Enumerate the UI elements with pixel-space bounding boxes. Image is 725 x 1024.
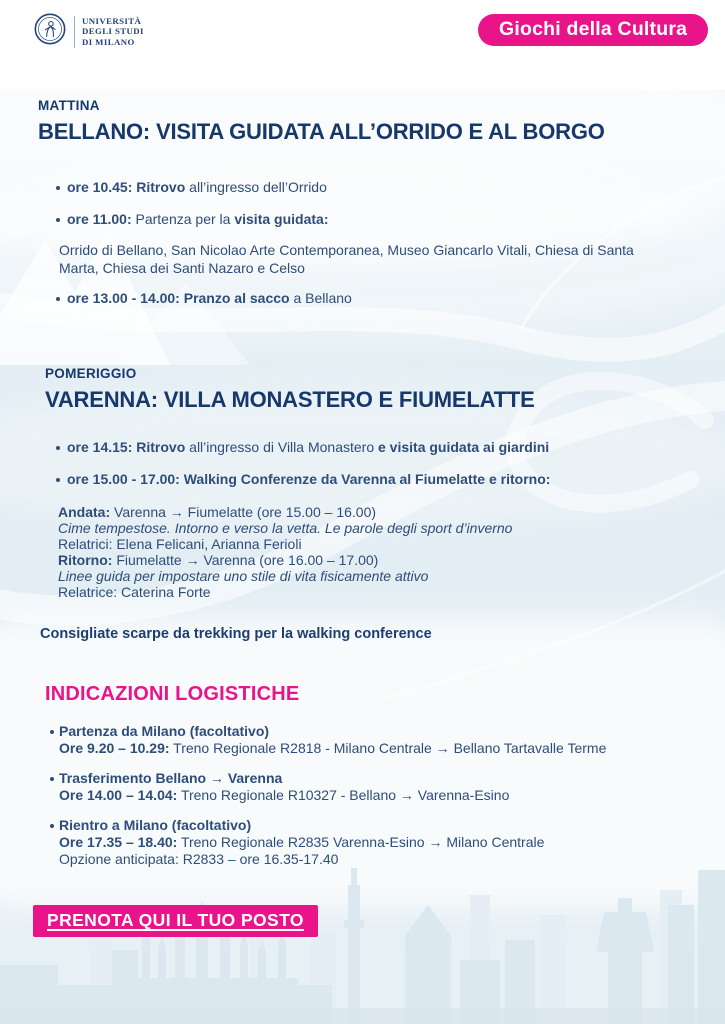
walk-detail-andata [58, 504, 697, 520]
text-segment: Andata: [58, 504, 111, 520]
text-segment: e visita guidata ai giardini [378, 439, 550, 455]
walk-detail-talk-title [58, 520, 697, 536]
text-segment: Fiumelatte → Varenna (ore 16.00 – 17.00) [112, 552, 379, 568]
logistics-item-heading [59, 723, 697, 740]
university-seal-icon [33, 12, 67, 51]
text-segment: ore 11.00: [67, 211, 132, 227]
morning-venues-list: Orrido di Bellano, San Nicolao Arte Contemporanea, Museo Giancarlo Vitali, Chiesa di Santa Marta, Chiesa dei Santi Nazaro e Celso [59, 242, 634, 276]
text-segment: Cime tempestose. Intorno e verso la vetta. Le parole degli sport d’inverno [58, 520, 513, 536]
morning-bullet-list [56, 179, 697, 228]
text-segment: ore 15.00 - 17.00: Walking Conferenze da Varenna al Fiumelatte e ritorno: [67, 471, 551, 487]
university-name-line: UNIVERSITÀ [82, 15, 142, 26]
text-segment: ore 10.45: Ritrovo [67, 179, 186, 195]
event-badge: Giochi della Cultura [478, 14, 708, 46]
text-segment: visita guidata: [234, 211, 329, 227]
text-segment: Linee guida per impostare uno stile di vita fisicamente attivo [58, 568, 429, 584]
text-segment: Treno Regionale R2818 - Milano Centrale → Bellano Tartavalle Terme [169, 740, 607, 756]
afternoon-title: VARENNA: VILLA MONASTERO E FIUMELATTE [45, 387, 535, 412]
logistics-item-option [59, 851, 697, 868]
logistics-item-detail [59, 834, 697, 851]
afternoon-bullet-list [56, 439, 697, 488]
logistics-item-trasferimento [50, 770, 697, 804]
university-name [82, 16, 144, 48]
text-segment: Treno Regionale R2835 Varenna-Esino → Milano Centrale [177, 834, 545, 850]
text-segment: Trasferimento Bellano → Varenna [59, 770, 283, 786]
afternoon-bullet-walking [56, 471, 697, 488]
logistics-item-heading [59, 770, 697, 787]
university-name-line: DI MILANO [82, 36, 135, 47]
university-name-line: DEGLI STUDI [82, 26, 144, 37]
text-segment: ore 14.15: Ritrovo [67, 439, 186, 455]
walk-detail-speaker-2 [58, 584, 697, 600]
logistics-item-detail [59, 740, 697, 757]
text-segment: Relatrici: Elena Felicani, Arianna Ferioli [58, 536, 302, 552]
afternoon-bullet-ritrovo [56, 439, 697, 456]
text-segment: Ore 17.35 – 18.40: [59, 834, 178, 850]
text-segment: Opzione anticipata: R2833 – ore 16.35-17.40 [59, 851, 339, 867]
text-segment: Ritorno: [58, 552, 113, 568]
morning-kicker: MATTINA [38, 98, 100, 113]
logistics-item-detail [59, 787, 697, 804]
walk-detail-ritorno [58, 552, 697, 568]
logo-divider [74, 16, 75, 48]
logistics-title: INDICAZIONI LOGISTICHE [45, 683, 300, 705]
trekking-advisory: Consigliate scarpe da trekking per la walking conference [40, 626, 432, 642]
text-segment: Rientro a Milano (facoltativo) [59, 817, 252, 833]
text-segment: ore 13.00 - 14.00: Pranzo al sacco [67, 290, 290, 306]
text-segment: all’ingresso dell’Orrido [185, 179, 327, 195]
morning-bullet-ritrovo [56, 179, 697, 196]
text-segment: Ore 9.20 – 10.29: [59, 740, 170, 756]
logistics-item-heading [59, 817, 697, 834]
section-afternoon [45, 366, 697, 600]
walking-conference-details [58, 504, 697, 600]
book-seat-button[interactable]: PRENOTA QUI IL TUO POSTO [33, 905, 318, 937]
text-segment: Varenna → Fiumelatte (ore 15.00 – 16.00) [110, 504, 377, 520]
text-segment: Partenza per la [131, 211, 235, 227]
logistics-item-rientro [50, 817, 697, 868]
afternoon-kicker: POMERIGGIO [45, 366, 137, 381]
text-segment: a Bellano [289, 290, 352, 306]
text-segment: Partenza da Milano (facoltativo) [59, 723, 270, 739]
logistics-list [50, 723, 697, 868]
text-segment: all’ingresso di Villa Monastero [185, 439, 378, 455]
morning-title: BELLANO: VISITA GUIDATA ALL’ORRIDO E AL BORGO [38, 119, 605, 144]
walk-detail-speakers [58, 536, 697, 552]
section-logistics [45, 683, 697, 868]
morning-bullet-pranzo [56, 290, 697, 307]
morning-bullet-list-2 [56, 290, 697, 307]
text-segment: Relatrice: Caterina Forte [58, 584, 211, 600]
header [0, 0, 725, 60]
morning-bullet-partenza [56, 211, 697, 228]
text-segment: Ore 14.00 – 14.04: [59, 787, 178, 803]
section-morning [38, 98, 697, 307]
walk-detail-talk-title-2 [58, 568, 697, 584]
logistics-item-partenza [50, 723, 697, 757]
text-segment: Treno Regionale R10327 - Bellano → Varenna-Esino [177, 787, 510, 803]
university-logo [33, 12, 144, 51]
